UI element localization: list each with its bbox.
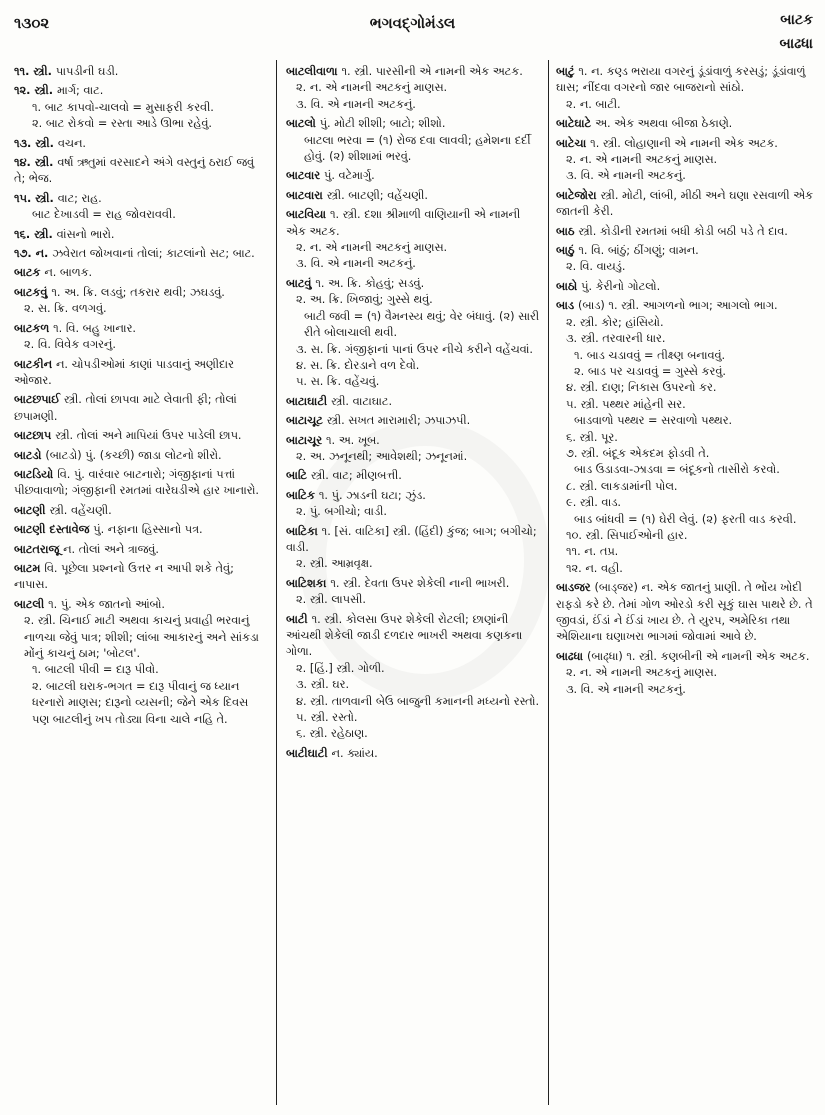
page-header [0,0,825,60]
entry-headword: બાટકવું [14,285,52,299]
entry-sense: ૨. અ. ક્રિ. ખિજાવું; ગુસ્સે થવું. [296,293,433,307]
entry-definition: સ્ત્રી. મોટી, લાંબી, મીઠી અને ઘણા રસવાળી એક જાતની કેરી. [556,188,814,219]
dictionary-entry [556,136,814,185]
entry-headword: બાટતરાજૂ [14,542,64,556]
entry-definition: (બાડ્જર) ન. એક જાતનું પ્રાણી. તે ભોંય ખોદી રાફડો કરે છે. તેમાં ગોળ ઓરડો કરી સૂકું ઘાસ પાથરે છે. તે જીવડાં, ઈંડાં ને ઈંડાં ખાય છે. તે યુરપ, અમેરિકા તથા એશિયાના ઘણાખરા ભાગમાં જોવામાં આવે છે. [556,581,813,644]
entry-definition: વાટ; રાહ. [57,191,102,205]
entry-headword: બાટિ [286,469,311,483]
entry-sense: ૨. સ્ત્રી. ચિનાઈ માટી અથવા કાચનું પ્રવાહી ભરવાનું નાળચા જેવું પાત્ર; શીશી; લાંબા આકારનું અને સાંકડા મોંનું કાચનું ઠામ; 'બોટલ'. [24,614,259,660]
entry-idiom: ૨. બાટ રોકવો = રસ્તા આડે ઊભા રહેવું. [32,117,212,131]
dictionary-column-2 [286,64,542,1104]
entry-headword: બાટેઘાટે [556,117,596,131]
dictionary-entry [14,357,268,390]
entry-definition: ૧. સ્ત્રી. પારસીની એ નામની એક અટક. [341,65,523,78]
guide-word-bottom: બાઢધા [779,36,813,52]
entry-definition: વર્ષા ઋતુમાં વરસાદને અંગે વસ્તુનું ઠરાઈ જવું તે; ભેજ. [14,156,255,186]
guide-word-top: બાટક [780,12,813,28]
entry-idiom: બાડવાળો પથ્થર = સરવાળો પથ્થર. [574,414,733,428]
entry-sense: ૩. સ્ત્રી. ઘર. [296,678,350,692]
entry-sense: ૨. વિ. વાયડું. [566,260,626,274]
entry-definition: ૧. પું. ઝાડની ઘટા; ઝુંડ. [318,488,426,502]
entry-definition: ૧. વિ. બાંઠું; ઠીંગણું; વામન. [578,244,699,258]
entry-definition: ૧. [સં. વાટિકા] સ્ત્રી. (હિંદી) કુંજ; બાગ; બગીચો; વાડી. [286,524,537,554]
entry-headword: બાટિક [286,488,319,502]
entry-headword: ૧૪. સ્ત્રી. [14,156,58,170]
entry-definition: (બાડ) ૧. સ્ત્રી. આગળનો ભાગ; આગલો ભાગ. [577,299,778,313]
dictionary-entry [286,612,542,743]
entry-definition: વાંસનો ભારો. [56,227,115,241]
entry-sense: ૨. ન. એ નામની અટકનું માણસ. [296,81,448,95]
entry-headword: બાટકીન [14,357,56,371]
entry-definition: પું. નફાના હિસ્સાનો પત્ર. [93,523,203,537]
dictionary-entry [286,746,542,762]
entry-definition: પું. કેરીનો ગોટલો. [581,279,661,293]
entry-headword: બાટણી [14,503,50,517]
entry-sense: ૨. [હિં.] સ્ત્રી. ગોળી. [296,661,385,675]
entry-headword: બાટક [14,266,45,280]
entry-definition: અ. એક અથવા બીજા ઠેકાણે. [595,117,733,131]
entry-definition: સ્ત્રી. વહેંચણી. [49,503,112,517]
entry-headword: બાટીઘાટી [286,746,332,760]
dictionary-entry [556,243,814,276]
dictionary-entry [286,188,542,204]
entry-definition: (બાઢ્ધા) ૧. સ્ત્રી. કણબીની એ નામની એક અટક. [586,649,810,663]
entry-definition: ૧. અ. ખૂબ. [326,433,380,447]
entry-definition: માર્ગ; વાટ. [56,84,104,98]
entry-headword: બાટકળ [14,321,54,335]
entry-sense: ૬. સ્ત્રી. પૂર. [566,430,618,444]
entry-headword: બાટવિયા [286,208,330,222]
entry-headword: બાઢધા [556,649,587,663]
entry-definition: વિ. પું. વારંવાર બાટનારો; ગંજીફાનાં પત્તાં પીછવાવાળો; ગંજીફાની રમતમાં વારેઘડીએ હાર ખાનારો. [14,467,259,498]
entry-definition: પાપડીની ઘડી. [55,65,119,78]
dictionary-entry [14,522,268,538]
entry-sense: ૩. વિ. એ નામની અટકનું. [296,97,416,111]
entry-definition: વચન. [57,136,86,150]
entry-definition: ન. ચોપડીઓમાં કાણાં પાડવાનું અણીદાર ઓજાર. [14,357,234,387]
entry-idiom: ૧. બાટલી પીવી = દારૂ પીવો. [32,663,159,677]
dictionary-entry [14,265,268,281]
entry-sense: ૩. સ. ક્રિ. ગંજીફાનાં પાનાં ઉપર નીચે કરીને વહેંચવાં. [296,342,534,356]
page-number: ૧૩૦૨ [14,14,50,32]
dictionary-entry [286,168,542,184]
dictionary-entry [14,64,268,80]
entry-sense: ૨. અ. ઝનૂનથી; આવેશથી; ઝનૂનમાં. [296,449,468,463]
dictionary-entry [556,649,814,698]
entry-definition: સ્ત્રી. વાટ; મીણબત્તી. [310,469,402,483]
entry-definition: ૧. અ. ક્રિ. કોહવું; સડવું. [315,276,425,290]
entry-headword: ૧૭. ન. [14,247,53,261]
entry-sense: ૬. સ્ત્રી. રહેઠાણ. [296,727,368,741]
entry-definition: ન. બાળક. [44,266,93,280]
entry-idiom: બાડ બાંધવી = (૧) ઘેરી લેવું. (૨) ફરતી વાડ કરવી. [574,512,797,526]
dictionary-entry [14,227,268,243]
entry-sense: ૨. પું. બગીચો; વાડી. [296,505,387,519]
entry-headword: બાટછાપ [14,429,56,443]
entry-headword: બાટી [286,612,312,626]
entry-sense: ૫. સ્ત્રી. પથ્થર માંહેની સર. [566,397,686,411]
entry-sense: ૨. સ્ત્રી. કોર; હાંસિયો. [566,315,664,329]
entry-sense: ૨. વિ. વિવેક વગરનું. [24,338,116,352]
entry-headword: બાઠું [556,244,579,258]
entry-definition: ૧. વિ. બહુ ખાનાર. [53,321,136,335]
entry-headword: ૧૨. સ્ત્રી. [14,84,57,98]
entry-headword: બાટડિયો [14,467,58,481]
entry-definition: ૧. સ્ત્રી. દેવતા ઉપર શેકેલી નાની ભાખરી. [330,576,510,590]
dictionary-entry [556,298,814,577]
entry-headword: ૧૬. સ્ત્રી. [14,227,57,241]
entry-definition: ૧. સ્ત્રી. દશા શ્રીમાળી વાણિયાની એ નામની એક અટક. [286,208,521,238]
entry-headword: બાટિશકા [286,576,331,590]
entry-headword: બાઠ [556,224,579,238]
entry-definition: ૧. ન. કણ્ડ ભરાયા વગરનું ડૂંડાંવાળું કરસડું; ડૂંડાંવાળું ઘાસ; નીંદવા વગરનો જાર બાજરાનો સાંઠો. [556,65,806,95]
dictionary-column-1 [14,64,268,1104]
dictionary-entry [14,285,268,318]
entry-sense: ૨. ન. એ નામની અટકનું માણસ. [566,666,718,680]
entry-headword: બાઠો [556,279,582,293]
entry-sense: ૩. વિ. એ નામની અટકનું. [566,682,686,696]
dictionary-entry [556,116,814,132]
entry-headword: બાટવાર [286,169,324,183]
entry-headword: બાડ [556,299,578,313]
entry-idiom: ૧. બાડ ચડાવવું = તીક્ષ્ણ બનાવવું. [574,348,726,362]
dictionary-entry [286,468,542,484]
entry-headword: ૧૧. સ્ત્રી. [14,65,56,78]
dictionary-entry [556,279,814,295]
dictionary-entry [14,191,268,224]
entry-sense: ૭. સ્ત્રી. બંદૂક એકદમ ફોડવી તે. [566,446,710,460]
entry-headword: બાટડો [14,448,46,462]
dictionary-entry [286,413,542,429]
entry-definition: સ્ત્રી. સખત મારામારી; ઝપાઝપી. [326,414,471,428]
page-title: ભગવદ્ગોમંડલ [369,14,456,32]
dictionary-entry [14,467,268,500]
entry-idiom: બાટી જવી = (૧) વૈમનસ્ય થવું; વેર બંધાવું. (૨) સારી રીતે બોલાચાલી થવી. [304,309,540,340]
dictionary-entry [14,246,268,262]
entry-sense: ૧૨. ન. વહી. [566,561,623,575]
entry-sense: ૨. સ. ક્રિ. વળગવું. [24,302,107,316]
entry-idiom: બાટલા ભરવા = (૧) રોજ દવા લાવવી; હમેશના દર્દી હોવું. (૨) શીશામાં ભરવું. [304,133,531,164]
entry-sense: ૪. સ. ક્રિ. દોરડાને વળ દેવો. [296,358,420,372]
dictionary-entry [286,488,542,521]
entry-headword: બાટલીવાળા [286,65,342,78]
dictionary-entry [14,542,268,558]
entry-sense: ૩. વિ. એ નામની અટકનું. [296,257,416,271]
entry-definition: ન. ક્યાંય. [331,746,378,760]
entry-definition: વિ. પૂછેલા પ્રશ્નનો ઉત્તર ન આપી શકે તેવું; નાપાસ. [14,561,234,592]
entry-sense: ૩. સ્ત્રી. તરવારની ધાર. [566,332,666,346]
dictionary-entry [14,155,268,188]
entry-idiom: ૨. બાટલી ઘરાક-ભગત = દારૂ પીવાનું જ ધ્યાન ધરનારો માણસ; દારૂનો વ્યસની; જેને એક દિવસ પણ બાટલીનું ખપ તોડ્યા વિના ચાલે નહિ તે. [32,679,249,726]
dictionary-entry [14,448,268,464]
entry-definition: સ્ત્રી. બાટણી; વહેંચણી. [326,188,428,202]
dictionary-entry [14,136,268,152]
entry-headword: બાટેચા [556,136,591,150]
dictionary-entry [14,428,268,444]
entry-headword: બાટાચૂર [286,433,326,447]
dictionary-entry [556,580,814,646]
entry-sense: ૧૧. ન. તપ્ર. [566,545,619,559]
entry-sense: ૫. સ. ક્રિ. વહેંચવું. [296,375,380,389]
entry-headword: બાટું [556,65,579,78]
entry-headword: ૧૫. સ્ત્રી. [14,191,58,205]
entry-headword: ૧૩. સ્ત્રી. [14,136,58,150]
entry-headword: બાટણી દસ્તાવેજ [14,523,94,537]
dictionary-entry [556,64,814,113]
entry-headword: બાટાચૂટ [286,414,327,428]
dictionary-column-3 [556,64,814,1104]
entry-definition: ૧. સ્ત્રી. કોલસા ઉપર શેકેલી રોટલી; છાણાંની આંચથી શેકેલી જાડી દળદાર ભાખરી અથવા કણકના ગોળા. [286,612,523,659]
entry-sense: ૨. ન. એ નામની અટકનું માણસ. [296,241,448,255]
dictionary-entry [286,394,542,410]
entry-headword: બાટછપાઈ [14,393,64,407]
dictionary-entry [286,524,542,573]
entry-sense: ૪. સ્ત્રી. દાણ; નિકાસ ઉપરનો કર. [566,381,717,395]
entry-sense: ૩. વિ. એ નામની અટકનું. [566,169,686,183]
dictionary-entry [14,83,268,132]
entry-headword: બાડજર [556,581,595,595]
entry-definition: ઝવેરાત જોખવાનાં તોલાં; કાટલાંનો સટ; બાટ. [52,247,255,261]
entry-idiom: ૧. બાટ કાપવો-ચાલવો = મુસાફરી કરવી. [32,100,214,114]
dictionary-entry [286,276,542,391]
entry-definition: ન. તોલાં અને ત્રાજવું. [63,542,159,556]
dictionary-entry [286,116,542,165]
entry-sense: ૨. સ્ત્રી. લાપસી. [296,593,366,607]
entry-definition: સ્ત્રી. તોલાં અને માપિયાં ઉપર પાડેલી છાપ. [55,429,242,443]
entry-headword: બાટલો [286,117,320,131]
dictionary-entry [556,224,814,240]
entry-definition: ૧. પું. એક જાતનો આંબો. [48,597,165,611]
entry-headword: બાટમ [14,561,45,575]
entry-headword: બાટવારા [286,188,327,202]
dictionary-entry [14,597,268,728]
entry-sense: ૨. સ્ત્રી. આમ્રવૃક્ષ. [296,557,373,571]
entry-headword: બાટાઘાટી [286,394,332,408]
entry-sense: ૯. સ્ત્રી. વાડ. [566,496,622,510]
entry-idiom: બાડ ઉડાડવા-ઝાડવા = બંદૂકનો તાસીરો કરવો. [574,463,780,477]
dictionary-entry [14,503,268,519]
entry-idiom: ૨. બાડ પર ચડાવવું = ગુસ્સે કરવું. [574,364,726,378]
entry-headword: બાટિકા [286,524,322,538]
dictionary-entry [14,561,268,594]
dictionary-entry [286,433,542,466]
entry-definition: ૧. સ્ત્રી. લોહાણાની એ નામની એક અટક. [590,136,778,150]
dictionary-entry [286,576,542,609]
entry-sense: ૧૦. સ્ત્રી. સિપાઈઓની હાર. [566,528,688,542]
dictionary-entry [14,392,268,425]
entry-definition: ૧. અ. ક્રિ. લડવું; તકરાર થવી; ઝઘડવું. [51,285,225,299]
entry-headword: બાટવું [286,276,316,290]
column-divider-right [548,60,549,1105]
entry-definition: (બાટડો) પું. (કચ્છી) જાડા લોટનો શીરો. [45,448,222,462]
entry-idiom: બાટ દેખાડવી = રાહ જોવરાવવી. [32,208,176,222]
column-divider-left [276,60,277,1105]
entry-headword: બાટલી [14,597,49,611]
entry-definition: સ્ત્રી. વાટાઘાટ. [331,394,393,408]
entry-headword: બાટેજોરા [556,188,601,202]
entry-definition: સ્ત્રી. તોલાં છાપવા માટે લેવાતી ફી; તોલાં છપામણી. [14,393,237,423]
entry-sense: ૫. સ્ત્રી. રસ્તો. [296,711,358,725]
dictionary-entry [556,188,814,221]
entry-sense: ૨. ન. બાટી. [566,97,621,111]
entry-definition: પું. મોટી શીશી; બાટો; શીશો. [319,117,446,131]
entry-sense: ૮. સ્ત્રી. લાકડામાંની પોલ. [566,479,678,493]
entry-sense: ૪. સ્ત્રી. તાળવાની બેઉ બાજુની કમાનની મધ્યનો રસ્તો. [296,694,540,708]
dictionary-entry [286,64,542,113]
entry-definition: સ્ત્રી. કોડીની રમતમાં બધી કોડી બઠી પડે તે દાવ. [578,224,788,238]
entry-sense: ૨. ન. એ નામની અટકનું માણસ. [566,153,718,167]
entry-definition: પું. વટેમાર્ગુ. [324,169,375,183]
dictionary-entry [286,207,542,273]
dictionary-entry [14,321,268,354]
